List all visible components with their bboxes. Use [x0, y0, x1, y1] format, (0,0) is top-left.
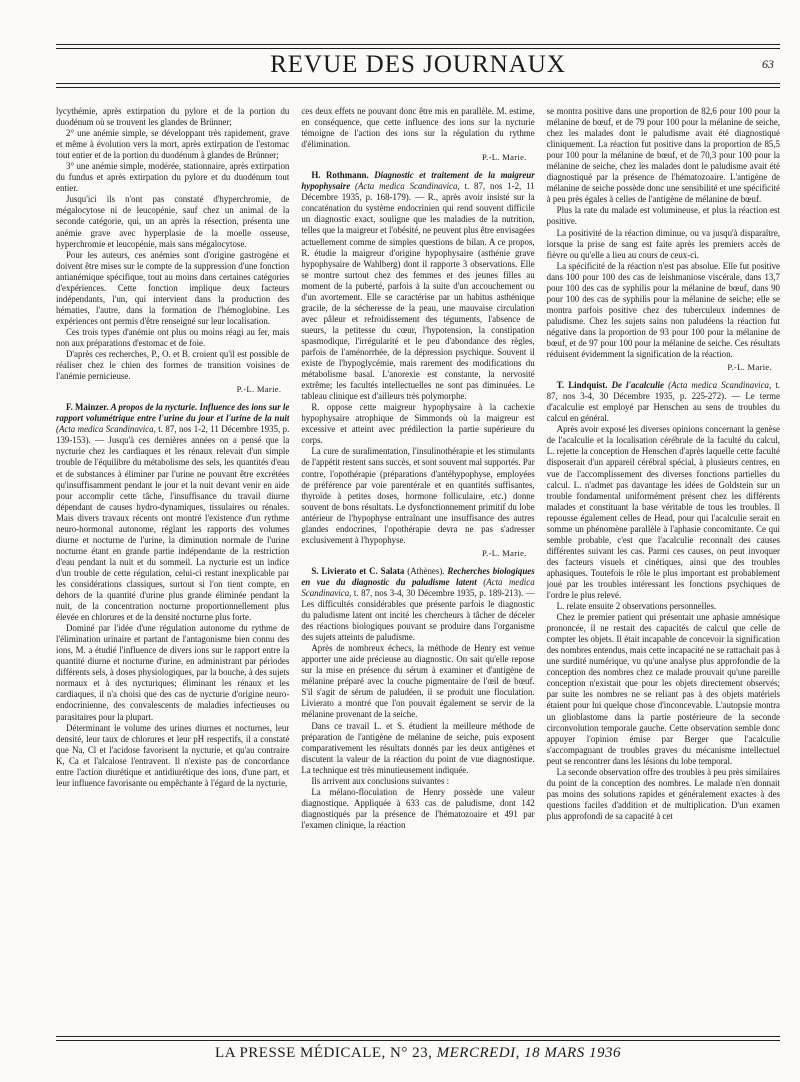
article-body: t. 87, nos 3-4, 30 Décembre 1935, p. 225-272). — Le terme d'acalculie est employé par Henschen au sens de troubles du calcul en général. — [546, 380, 780, 424]
paragraph: Plus la rate du malade est volumineuse, et plus la réaction est positive. — [546, 205, 780, 227]
footer-journal: LA PRESSE MÉDICALE, N° 23, — [215, 1045, 433, 1061]
paragraph: La spécificité de la réaction n'est pas absolue. Elle fut positive dans 100 pour 100 des cas de leishmaniose viscérale, dans 13,7 pour 100 des cas de syphilis pour la mélanine de bœuf, dans 90 pour 100 des cas de syphilis pour la mélanine de seiche; elle se montra parfois positive chez des tuberculeux indemnes de paludisme. Chez les sujets sains non paludéens la réaction fut négative dans la proportion de 93 pour 100 pour la mélanine de bœuf, et de 97 pour 100 pour la mélanine de seiche. Ces résultats réduisent évidemment la signification de la réaction. — [546, 260, 780, 360]
paragraph: se montra positive dans une proportion de 82,6 pour 100 pour la mélanine de bœuf, et de 79 pour 100 pour la mélanine de seiche, chez les malades dont le paludisme avait été diagnostiqué cliniquement. La réaction fut positive dans la proportion de 85,5 pour 100 pour la mélanine de bœuf, et de 70,3 pour 100 pour la mélanine de seiche, chez les malades dont le paludisme avait été diagnostiqué par la présence de l'hématozoaire. L'antigène de mélanine de seiche possède donc une sensibilité et une spécificité à peu près égales à celles de l'antigène de mélanine de bœuf. — [546, 106, 780, 205]
paragraph: Déterminant le volume des urines diurnes et nocturnes, leur densité, leur taux de chlorures et leur pH respectifs, il a constaté que Na, Cl et l'acidose favorisent la nycturie, et qu'au contraire K, Ca et l'alcalose l'entravent. Il n'existe pas de concordance entre l'action diurétique et antidiurétique des ions, d'une part, et leur influence favorisante ou empêchante à l'égard de la nycturie, — [56, 722, 290, 788]
page-number: 63 — [762, 57, 774, 71]
paragraph: Jusqu'ici ils n'ont pas constaté d'hyperchromie, de mégalocytose ni de leucopénie, sauf chez un animal de la seconde catégorie, qui, un an après la résection, présenta une anémie grave avec hyperplasie de la moelle osseuse, hyperchromie et leucopénie, mais sans mégalocytose. — [56, 194, 290, 249]
article-body: t. 87, nos 3-4, 30 Décembre 1935, p. 189-213). — Les difficultés considérables que présente parfois le diagnostic du paludisme latent ont incité les chercheurs à tâcher de déceler des réactions biologiques pouvant se produire dans l'organisme des sujets atteints de paludisme. — [301, 587, 535, 643]
paragraph: ces deux effets ne pouvant donc être mis en parallèle. M. estime, en conséquence, que cette influence des ions sur la nycturie témoigne de l'action des ions sur la régulation du rythme d'élimination. — [301, 106, 535, 150]
article-mainzer — [56, 402, 289, 623]
paragraph: Après avoir exposé les diverses opinions concernant la genèse de l'acalculie et la localisation cérébrale de la faculté du calcul, L. rejette la conception de Henschen d'après laquelle cette faculté disposerait d'un appareil cérébral spécial, à plusieurs centres, en vue de l'accomplissement des diverses fonctions partielles du calcul. L. n'admet pas davantage les idées de Goldstein sur un trouble fondamental uniformément présent chez les différents malades et constituant la base véritable de tous les troubles. Il repousse également celles de Head, pour qui l'acalculie serait en somme un phénomène parallèle à l'aphasie concomitante. Ce qui semble probable, c'est que l'acalculie reconnaît des causes différentes suivant les cas. Parmi ces causes, on peut invoquer des facteurs visuels et cinétiques, ainsi que des troubles aphasiques. Toutefois le rôle le plus important est probablement joué par les troubles intéressant les fonctions psychiques de l'ordre le plus relevé. — [546, 424, 780, 601]
paragraph: 2° une anémie simple, se développant très rapidement, grave et même à évolution vers la mort, après extirpation de l'estomac tout entier et de la portion du duodénum à glandes de Brünner; — [56, 128, 290, 161]
journal-page — [56, 44, 780, 1061]
paragraph: lycythémie, après extirpation du pylore et de la portion du duodénum où se trouvent les glandes de Brünner; — [56, 106, 290, 128]
paragraph: Chez le premier patient qui présentait une aphasie amnésique prononcée, il ne restait des capacités de calcul que celle de compter les objets. Il était incapable de concevoir la signification des nombres entendus, mais cette incapacité ne se rattachait pas à une surdité numérique, vu qu'une analyse plus approfondie de la conception des nombres chez ce malade prouvait qu'une pareille conception n'existait que pour les objets directement observés; par suite les nombres ne se reliant pas à des objets matériels étaient pour lui quelque chose d'inconcevable. L'autopsie montra un glioblastome dans la partie postérieure de la seconde circonvolution temporale gauche. Cette observation semble donc appuyer l'opinion émise par Berger que l'acalculie s'accompagnant de troubles graves du mécanisme intellectuel peut se rencontrer dans les lésions du lobe temporal. — [546, 612, 780, 766]
article-livierato — [301, 566, 534, 643]
article-author: F. Mainzer. — [66, 402, 109, 413]
paragraph: 3° une anémie simple, modérée, stationnaire, après extirpation du fundus et après extirpation du pylore et du duodénum tout entier. — [56, 161, 290, 194]
author-signature: P.-L. Marie. — [482, 152, 527, 163]
article-lindquist — [547, 380, 780, 424]
article-title: Diagnostic et traitement de la maigreur hypophysaire — [301, 170, 535, 192]
article-title: De l'acalculie — [611, 380, 664, 391]
paragraph: La seconde observation offre des troubles à peu près similaires du point de la conception des nombres. Le malade n'en donnait pas moins des solutions rapides et généralement exactes à des questions faciles d'addition et de multiplication. D'un examen plus approfondi de sa capacité à cet — [546, 766, 780, 821]
paragraph: La mélano-floculation de Henry possède une valeur diagnostique. Appliquée à 633 cas de paludisme, dont 142 diagnostiqués par la présence de l'hématozoaire et 491 par l'examen clinique, la réaction — [301, 786, 535, 830]
paragraph: R. oppose cette maigreur hypophysaire à la cachexie hypophysaire atrophique de Simmonds où la maigreur est excessive et atteint avec prédilection la partie supérieure du corps. — [301, 402, 535, 446]
paragraph: D'après ces recherches, P., O. et B. croient qu'il est possible de réaliser chez le chien des formes de transition voisines de l'anémie pernicieuse. — [56, 349, 290, 382]
header-bottom-rule — [56, 83, 780, 88]
article-place: (Athènes). — [407, 565, 445, 576]
article-author: T. Lindquist. — [556, 380, 608, 391]
article-journal: (Acta medica Scandinavica, — [301, 576, 535, 598]
paragraph: La cure de suralimentation, l'insulinothérapie et les stimulants de l'appétit restent sans succès, et sont souvent mal supportés. Par contre, l'opothérapie (préparations d'antéhypophyse, employées de préférence par voie parentérale et en quantités suffisantes, thyroïde à petites doses, hormone folliculaire, etc.) donne souvent de bons résultats. Le dysfonctionnement primitif du lobe antérieur de l'hypophyse entraînant une insuffisance des autres glandes endocrines, l'opothérapie devra ne pas s'adresser exclusivement à l'hypophyse. — [301, 446, 535, 545]
paragraph: Dominé par l'idée d'une régulation autonome du rythme de l'élimination urinaire et partant de l'antagonisme bien connu des ions, M. a étudié l'influence de divers ions sur le rapport entre la quantité diurne et nocturne d'urine, en administrant par périodes différents sels, à doses physiologiques, par la bouche, à des sujets normaux et à des nycturiques; éliminant les rénaux et les cardiaques, il n'a choisi que des cas de nycturie d'origine neuro-endocrinienne, des convalescents de maladies infectieuses ou parasitaires pour la plupart. — [56, 623, 290, 722]
article-title: A propos de la nycturie. Influence des ions sur le rapport volumétrique entre l'urine du jour et l'urine de la nuit — [56, 402, 290, 424]
article-author: S. Livierato et C. Salata — [311, 565, 405, 576]
article-journal: (Acta medica Scandinavica, — [668, 380, 772, 391]
column-1 — [56, 106, 289, 1024]
author-signature: P.-L. Marie. — [727, 362, 772, 373]
article-title: Recherches biologiques en vue du diagnostic du paludisme latent — [301, 565, 535, 587]
author-signature: P.-L. Marie. — [482, 547, 527, 558]
paragraph: Ces trois types d'anémie ont plus ou moins réagi au fer, mais non aux préparations d'estomac et de foie. — [56, 326, 290, 348]
article-rothmann — [301, 170, 534, 402]
article-journal: (Acta medica Scandinavica, — [56, 424, 156, 435]
article-journal: (Acta medica Scandinavica, — [355, 181, 460, 192]
footer-date: MERCREDI, 18 MARS 1936 — [436, 1045, 621, 1061]
paragraph: Après de nombreux échecs, la méthode de Henry est venue apporter une aide précieuse au diagnostic. On sait qu'elle repose sur la mise en présence du sérum à examiner et d'antigène de mélanine préparé avec la couche pigmentaire de l'œil de bœuf. S'il s'agit de sérum de paludéen, il se produit une floculation. Livierato a montré que l'on pouvait également se servir de la mélanine provenant de la seiche. — [301, 643, 535, 720]
paragraph: Pour les auteurs, ces anémies sont d'origine gastrogène et doivent être mises sur le compte de la suppression d'une fonction antianémique spécifique, tout au moins dans certaines catégories d'expériences. Cette fonction implique deux facteurs indépendants, l'un, qui intervient dans la production des hématies, l'autre, dans la formation de l'hémoglobine. Les expériences ont permis d'être renseigné sur leur localisation. — [56, 249, 290, 326]
footer-rule — [56, 1036, 780, 1041]
footer-text — [56, 1045, 780, 1062]
article-body: t. 87, nos 1-2, 11 Décembre 1935, p. 168-179). — R., après avoir insisté sur la concaténation du système endocrinien qui rend souvent difficile un diagnostic exact, souligne que les maladies de la nutrition, telles que la maigreur et l'obésité, ne peuvent plus être envisagées actuellement comme de simples questions de bilan. A ce propos, R. étudie la maigreur d'origine hypophysaire (asthénie grave hypophysaire de Wahlberg) dont il rapporte 3 observations. Elle se montre surtout chez des femmes et des jeunes filles au moment de la puberté, parfois à la suite d'un accouchement ou d'un avortement. Elle se caractérise par un habitus asthénique gracile, de la sécheresse de la peau, une mauvaise circulation avec pâleur et refroidissement des téguments, l'absence de sueurs, la petitesse du cœur, l'hypotension, la constipation spasmodique, l'irrégularité et le peu d'abondance des règles, parfois de l'aménorrhée, de la dépression psychique. Souvent il existe de l'hypoglycémie, mais rarement des modifications du métabolisme basal. L'anorexie est constante, la nervosité extrême; les facultés intellectuelles ne sont pas diminuées. Le tableau clinique est d'ailleurs très polymorphe. — [301, 181, 535, 402]
paragraph: Dans ce travail L. et S. étudient la meilleure méthode de préparation de l'antigène de mélanine de seiche, puis exposent comparativement les résultats donnés par les deux antigènes et discutent la valeur de la réaction du point de vue diagnostique. La technique est très minutieusement indiquée. — [301, 720, 535, 775]
paragraph: L. relate ensuite 2 observations personnelles. — [556, 601, 717, 612]
author-signature: P.-L. Marie. — [236, 384, 282, 395]
page-footer — [56, 1036, 780, 1062]
paragraph: Ils arrivent aux conclusions suivantes : — [311, 775, 450, 786]
section-title: REVUE DES JOURNAUX — [270, 51, 566, 78]
article-columns — [56, 106, 780, 1024]
article-body: t. 87, nos 1-2, 11 Décembre 1935, p. 139-153). — Jusqu'à ces dernières années on a pensé que la nycturie chez les cardiaques et les rénaux relevait d'un simple trouble de l'équilibre du métabolisme des sels, les quantités d'eau et de substances à éliminer par l'urine ne pouvant être excrétées qu'insuffisamment pendant le jour et la nuit devant venir en aide pour accomplir cette tâche, l'insuffisance du travail diurne dépendant de causes hydro-dynamiques, tissulaires ou rénales. Mais divers travaux récents ont montré l'existence d'un rythme neuro-hormonal autonome, réglant les rapports des volumes diurne et nocturne de l'urine, la diminution normale de l'urine nocturne étant en grande partie indépendante de la restriction d'eau pendant la nuit et du sommeil. La nycturie est un indice d'un trouble de cette régulation, celui-ci restant inexplicable par les considérations classiques, surtout si l'on tient compte, en dehors de la quantité d'urine plus grande éliminée pendant la nuit, de la concentration nocturne proportionnellement plus élevée en chlorures et de la densité nocturne plus forte. — [56, 424, 290, 623]
article-author: H. Rothmann. — [311, 170, 369, 181]
running-header — [56, 49, 780, 83]
paragraph: La positivité de la réaction diminue, ou va jusqu'à disparaître, lorsque la prise de sang est faite après les premiers accès de fièvre ou qu'elle a lieu au cours de ceux-ci. — [546, 227, 780, 260]
column-3 — [547, 106, 780, 1024]
column-2 — [301, 106, 534, 1024]
